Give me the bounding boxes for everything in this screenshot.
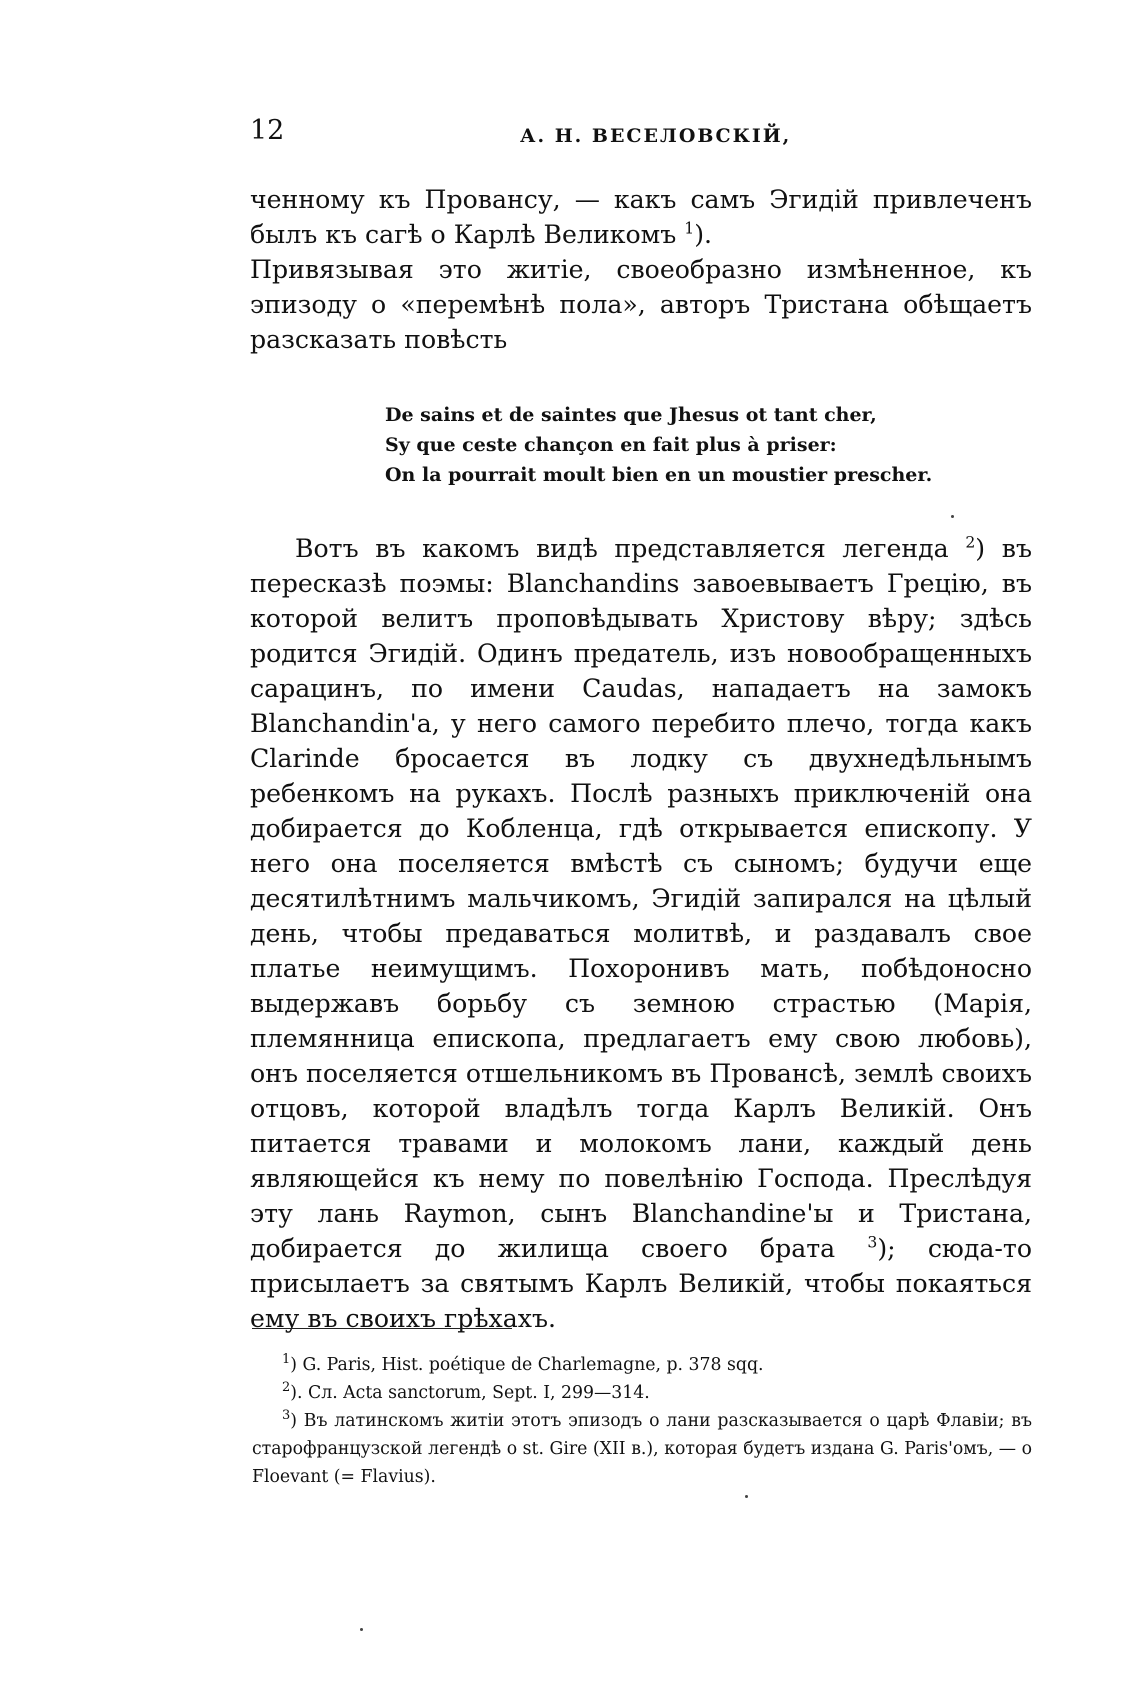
paragraph-main-text xyxy=(250,531,1032,1336)
footnote-reference[interactable]: 1 xyxy=(684,219,695,238)
page-header xyxy=(250,115,1035,155)
footnotes xyxy=(252,1351,1032,1491)
body-text-top xyxy=(250,182,1032,357)
footnote-number: 2 xyxy=(282,1380,291,1396)
page-number: 12 xyxy=(250,115,285,146)
paragraph-continuation xyxy=(250,182,1032,252)
footnote xyxy=(252,1407,1032,1491)
paragraph-text: Вотъ въ какомъ видѣ представляется легенда xyxy=(295,534,966,563)
footnote-text: ) Въ латинскомъ житіи этотъ эпизодъ о лани разсказывается о царѣ Флавіи; въ старофранцузской легендѣ о st. Gire (XII в.), которая будетъ издана G. Paris'омъ, — о Floevant (= Flavius). xyxy=(252,1411,1032,1487)
print-speck xyxy=(360,1628,363,1631)
footnote-number: 1 xyxy=(282,1352,291,1368)
paragraph-text-end: ). xyxy=(694,220,713,249)
print-speck xyxy=(745,1495,748,1498)
paragraph-text: ченному къ Провансу, — какъ самъ Эгидій привлеченъ былъ къ сагѣ о Карлѣ Великомъ xyxy=(250,185,1032,249)
footnote-divider xyxy=(252,1328,512,1329)
verse-quote xyxy=(385,400,985,490)
footnote-text: ). Сл. Acta sanctorum, Sept. I, 299—314. xyxy=(290,1383,650,1403)
verse-line: Sy que ceste chançon en fait plus à priser: xyxy=(385,434,837,456)
paragraph-text-end: ); сюда-то присылаетъ за святымъ Карлъ Великій, чтобы покаяться ему въ своихъ грѣхахъ. xyxy=(250,1234,1032,1333)
running-head: А. Н. ВЕСЕЛОВСКІЙ, xyxy=(520,125,792,147)
paragraph-main xyxy=(250,531,1032,1336)
footnote xyxy=(252,1351,1032,1379)
verse-line: De sains et de saintes que Jhesus ot tant cher, xyxy=(385,404,877,426)
print-speck xyxy=(951,515,954,518)
footnote-number: 3 xyxy=(282,1408,291,1424)
footnote-reference[interactable]: 2 xyxy=(965,533,976,552)
paragraph-text: ) въ пересказѣ поэмы: Blanchandins завоевываетъ Грецію, въ которой велитъ проповѣдывать Христову вѣру; здѣсь родится Эгидій. Одинъ предатель, изъ новообращенныхъ сарацинъ, по имени Caudas, нападаетъ на замокъ Blanchandin'а, у него самого перебито плечо, тогда какъ Clarinde бросается въ лодку съ двухнедѣльнымъ ребенкомъ на рукахъ. Послѣ разныхъ приключеній она добирается до Кобленца, гдѣ открывается епископу. У него она поселяется вмѣстѣ съ сыномъ; будучи еще десятилѣтнимъ мальчикомъ, Эгидій запирался на цѣлый день, чтобы предаваться молитвѣ, и раздавалъ свое платье неимущимъ. Похоронивъ мать, побѣдоносно выдержавъ борьбу съ земною страстью (Марія, племянница епископа, предлагаетъ ему свою любовь), онъ поселяется отшельникомъ въ Провансѣ, землѣ своихъ отцовъ, которой владѣлъ тогда Карлъ Великій. Онъ питается травами и молокомъ лани, каждый день являющейся къ нему по повелѣнію Господа. Преслѣдуя эту лань Raymon, сынъ Blanchandine'ы и Тристана, добирается до жилища своего брата xyxy=(250,534,1032,1263)
paragraph-intro: Привязывая это житіе, своеобразно измѣненное, къ эпизоду о «перемѣнѣ пола», авторъ Тристана обѣщаетъ разсказать повѣсть xyxy=(250,255,1032,354)
verse-line: On la pourrait moult bien en un moustier prescher. xyxy=(385,464,933,486)
footnote-text: ) G. Paris, Hist. poétique de Charlemagne, p. 378 sqq. xyxy=(290,1355,764,1375)
footnote xyxy=(252,1379,1032,1407)
footnote-reference[interactable]: 3 xyxy=(867,1233,878,1252)
